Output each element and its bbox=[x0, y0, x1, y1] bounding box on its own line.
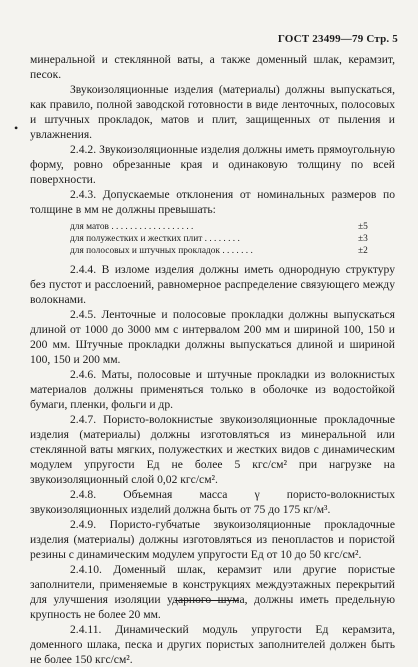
tolerance-row bbox=[70, 221, 380, 233]
tolerance-row bbox=[70, 233, 380, 245]
paragraph-2-4-3: 2.4.3. Допускаемые отклонения от номинальных размеров по толщине в мм не должны превышать: bbox=[30, 188, 395, 216]
paragraph-2-4-8: 2.4.8. Объемная масса γ пористо-волокнистых звукоизоляционных изделий должна быть от 75 до 175 кг/м³. bbox=[30, 488, 395, 516]
document-body bbox=[30, 52, 395, 667]
paragraph-continuation: минеральной и стеклянной ваты, а также доменный шлак, керамзит, песок. bbox=[30, 53, 395, 81]
paragraph-2-4-10: 2.4.10. Доменный шлак, керамзит или другие пористые заполнители, применяемые в конструкциях междуэтажных перекрытий для улучшения изоляции ударного шума, должны иметь предельную крупность не более 20 мм. bbox=[30, 563, 395, 621]
paragraph-2-4-5: 2.4.5. Ленточные и полосовые прокладки должны выпускаться длиной от 1000 до 3000 мм с интервалом 200 мм и шириной 100, 150 и 200 мм. Штучные прокладки должны выпускаться длиной и шириной 100, 150 и 200 мм. bbox=[30, 308, 395, 366]
paragraph-2-4-11: 2.4.11. Динамический модуль упругости Eд керамзита, доменного шлака, песка и других пористых заполнителей должен быть не более 150 кгс/см². bbox=[30, 623, 395, 666]
tolerance-list bbox=[70, 221, 380, 257]
tolerance-value: ±3 bbox=[358, 234, 368, 244]
paragraph-2-4-2: 2.4.2. Звукоизоляционные изделия должны иметь прямоугольную форму, ровно обрезанные края и одинаковую толщину по всей поверхности. bbox=[30, 143, 395, 186]
tolerance-label: для матов . . . . . . . . . . . . . . . . . . bbox=[70, 222, 194, 232]
paragraph-insulation-delivery: Звукоизоляционные изделия (материалы) должны выпускаться, как правило, полной заводской готовности в виде ленточных, полосовых и штучных прокладок, матов и плит, защищенных от пыления и увлажнения. bbox=[30, 83, 395, 141]
margin-mark: • bbox=[14, 121, 19, 135]
tolerance-value: ±5 bbox=[358, 222, 368, 232]
tolerance-label: для полосовых и штучных прокладок . . . . . . . bbox=[70, 246, 253, 256]
tolerance-row bbox=[70, 245, 380, 257]
end-divider bbox=[175, 600, 239, 601]
paragraph-2-4-4: 2.4.4. В изломе изделия должны иметь однородную структуру без пустот и расслоений, равномерное распределение связующего между волокнами. bbox=[30, 263, 395, 306]
tolerance-value: ±2 bbox=[358, 246, 368, 256]
paragraph-2-4-9: 2.4.9. Пористо-губчатые звукоизоляционные прокладочные изделия (материалы) должны изготовляться из пенопластов и пористой резины с динамическим модулем упругости Eд от 10 до 50 кгс/см². bbox=[30, 518, 395, 561]
page-header: ГОСТ 23499—79 Стр. 5 bbox=[277, 33, 398, 45]
paragraph-2-4-7: 2.4.7. Пористо-волокнистые звукоизоляционные прокладочные изделия (материалы) должны изготовляться из минеральной или стеклянной ваты мягких, полужестких и жестких видов с динамическим модулем упругости Eд не более 5 кгс/см² при нагрузке на звукоизоляционный слой 0,02 кгс/см². bbox=[30, 413, 395, 486]
paragraph-2-4-6: 2.4.6. Маты, полосовые и штучные прокладки из волокнистых материалов должны применяться только в оболочке из водостойкой бумаги, пленки, фольги и др. bbox=[30, 368, 395, 411]
tolerance-label: для полужестких и жестких плит . . . . . . . . bbox=[70, 234, 240, 244]
